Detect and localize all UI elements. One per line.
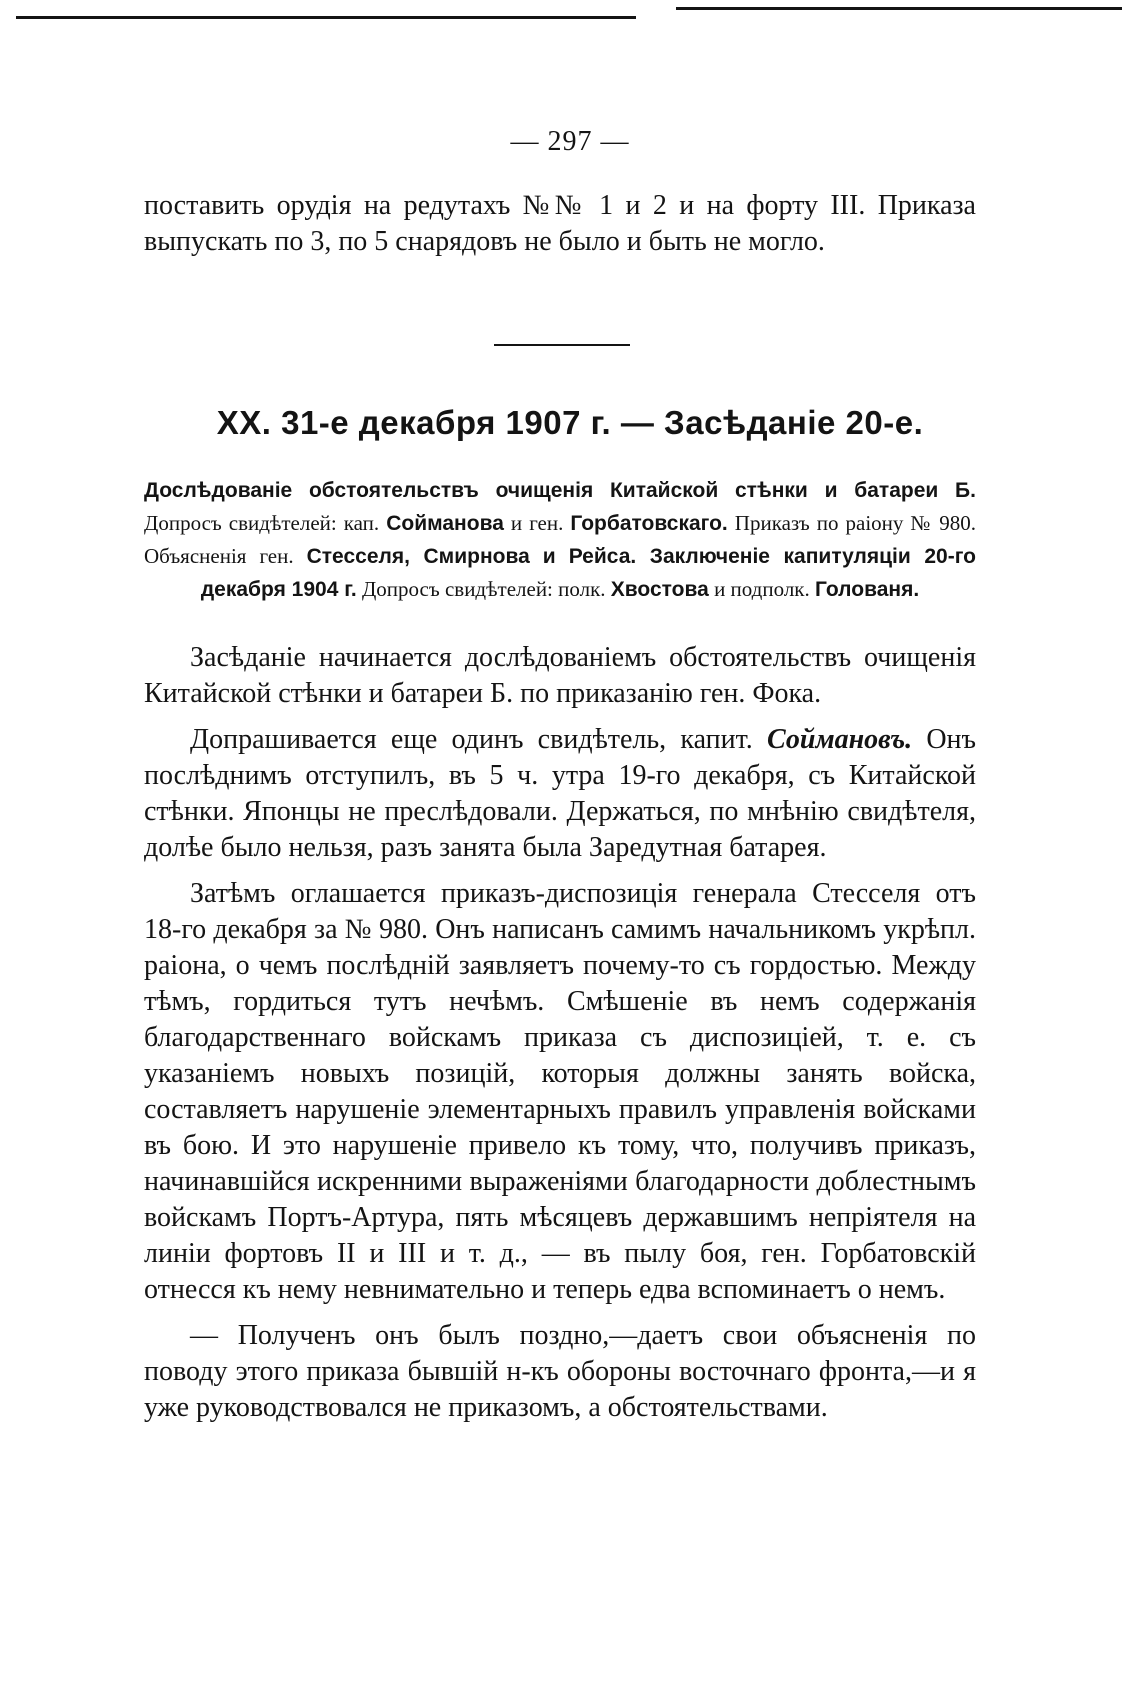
summary-part: и (542, 545, 556, 568)
witness-name: Соймановъ. (767, 724, 913, 755)
body-text (144, 640, 976, 1436)
summary-part: Дослѣдованіе обстоятельствъ очищенія Китайской стѣнки и батареи Б. (144, 479, 976, 502)
summary-part: Приказъ по раіону № 980. Объясненія ген. (144, 511, 977, 568)
top-rule-right (676, 7, 1122, 10)
section-summary (144, 474, 976, 606)
top-rule-left (16, 16, 636, 19)
summary-part: Допросъ свидѣтелей: полк. (361, 577, 606, 601)
page-number: — 297 — (510, 126, 630, 157)
body-paragraph-1: Засѣданіе начинается дослѣдованіемъ обстоятельствъ очищенія Китайской стѣнки и батареи Б. по приказанію ген. Фока. (144, 642, 976, 709)
summary-part: Допросъ свидѣтелей: кап. (144, 511, 380, 535)
summary-part: и ген. (510, 511, 564, 535)
carryover-text: поставить орудія на редутахъ №№ 1 и 2 и на форту III. Приказа выпускать по 3, по 5 снарядовъ не было и быть не могло. (144, 190, 976, 257)
summary-name: Хвостова (610, 578, 709, 601)
body-paragraph-2 (144, 722, 976, 866)
section-heading: XX. 31-е декабря 1907 г. — Засѣданіе 20-е. (216, 404, 924, 441)
carryover-paragraph (144, 188, 976, 260)
summary-name: Голованя. (815, 578, 920, 601)
body-paragraph-3: Затѣмъ оглашается приказъ-диспозиція генерала Стесселя отъ 18-го декабря за № 980. Онъ написанъ самимъ начальникомъ укрѣпл. раіона, о чемъ послѣдній заявляетъ почему-то съ гордостью. Между тѣмъ, гордиться тутъ нечѣмъ. Смѣшеніе въ немъ содержанія благодарственнаго войскамъ приказа съ диспозиціей, т. е. съ указаніемъ новыхъ позицій, которыя должны занять войска, составляетъ нарушеніе элементарныхъ правилъ управленія войсками въ бою. И это нарушеніе привело къ тому, что, получивъ приказъ, начинавшійся искренними выраженіями благодарности доблестнымъ войскамъ Портъ-Артура, пять мѣсяцевъ державшимъ непріятеля на линіи фортовъ II и III и т. д., — въ пылу боя, ген. Горбатовскій отнесся къ нему невнимательно и теперь едва вспоминаетъ о немъ. (144, 878, 976, 1305)
summary-name: Горбатовскаго. (570, 512, 728, 535)
summary-name: Сойманова (386, 512, 504, 535)
summary-part: и подполк. (714, 577, 810, 601)
paragraph-text: Онъ послѣднимъ отступилъ, въ 5 ч. утра 19-го декабря, съ Китайской стѣнки. Японцы не преслѣдовали. Держаться, по мнѣнію свидѣтеля, долѣе было нельзя, разъ занята была Заредутная батарея. (144, 724, 977, 863)
body-paragraph-4: — Полученъ онъ былъ поздно,—даетъ свои объясненія по поводу этого приказа бывшій н-къ обороны восточнаго фронта,—и я уже руководствовался не приказомъ, а обстоятельствами. (144, 1320, 976, 1423)
paragraph-text: Допрашивается еще одинъ свидѣтель, капит. (190, 724, 753, 755)
summary-name: Стесселя, Смирнова (306, 545, 530, 568)
section-separator (494, 344, 630, 346)
summary-name: Рейса. Заключеніе капитуляціи 20-го декабря 1904 г. (200, 545, 977, 601)
